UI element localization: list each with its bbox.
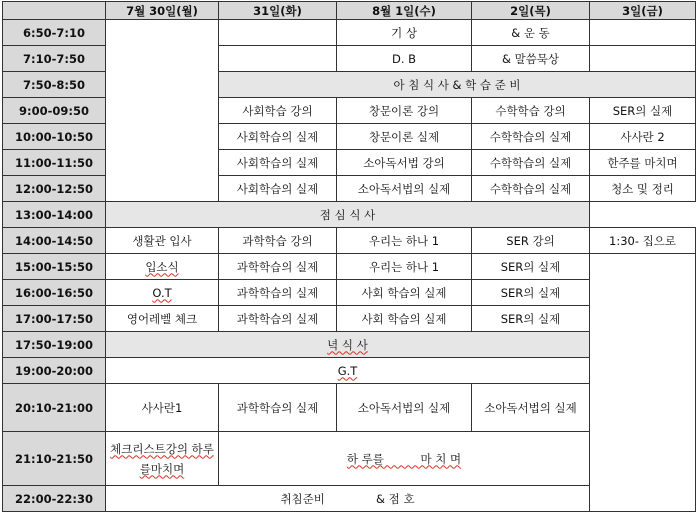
- time-cell: 21:10-21:50: [3, 432, 106, 486]
- time-cell: 16:00-16:50: [3, 280, 106, 306]
- dinner-banner: [106, 332, 590, 358]
- schedule-text: 입소식: [145, 259, 179, 274]
- schedule-cell: 수학학습 강의: [472, 98, 590, 124]
- schedule-cell: 과학학습 강의: [219, 228, 337, 254]
- schedule-cell: 수학학습의 실제: [472, 124, 590, 150]
- schedule-cell: 1:30- 집으로: [590, 228, 696, 254]
- schedule-cell: 사회 학습의 실제: [337, 280, 472, 306]
- schedule-cell: SER의 실제: [472, 254, 590, 280]
- time-cell: 17:00-17:50: [3, 306, 106, 332]
- schedule-cell: 과학학습의 실제: [219, 254, 337, 280]
- day-header-fri: 3일(금): [590, 2, 696, 20]
- day-header-mon: 7월 30일(월): [106, 2, 219, 20]
- schedule-cell: 사사란1: [106, 384, 219, 432]
- time-cell: 20:10-21:00: [3, 384, 106, 432]
- banner-text: 하 루를 마 치 며: [346, 451, 462, 466]
- schedule-cell: 소아독서법의 실제: [337, 176, 472, 202]
- time-cell: 11:00-11:50: [3, 150, 106, 176]
- empty-cell: [219, 46, 337, 72]
- table-row: [3, 254, 696, 280]
- schedule-cell: [106, 432, 219, 486]
- schedule-cell: 과학학습의 실제: [219, 384, 337, 432]
- gt-banner: [106, 358, 590, 384]
- time-cell: 22:00-22:30: [3, 486, 106, 512]
- time-cell: 9:00-09:50: [3, 98, 106, 124]
- schedule-cell: SER의 실제: [472, 306, 590, 332]
- schedule-cell: 한주를 마치며: [590, 150, 696, 176]
- schedule-cell: 영어레벨 체크: [106, 306, 219, 332]
- schedule-cell: 사회 학습의 실제: [337, 306, 472, 332]
- schedule-cell: 과학학습의 실제: [219, 280, 337, 306]
- table-row: [3, 202, 696, 228]
- banner-text: 녁 식 사: [327, 337, 368, 352]
- schedule-table: [2, 1, 696, 512]
- day-header-thu: 2일(목): [472, 2, 590, 20]
- schedule-cell: 청소 및 정리: [590, 176, 696, 202]
- header-row: [3, 2, 696, 20]
- schedule-cell: 소아독서법의 실제: [472, 384, 590, 432]
- empty-cell: [590, 254, 696, 512]
- time-cell: 6:50-7:10: [3, 20, 106, 46]
- schedule-cell: [106, 254, 219, 280]
- table-row: [3, 228, 696, 254]
- bedtime-banner: 취침준비 & 점 호: [106, 486, 590, 512]
- closing-banner: [219, 432, 590, 486]
- time-cell: 17:50-19:00: [3, 332, 106, 358]
- schedule-cell: 창문이론 실제: [337, 124, 472, 150]
- time-cell: 13:00-14:00: [3, 202, 106, 228]
- lunch-banner: 점 심 식 사: [106, 202, 590, 228]
- schedule-cell: 생활관 입사: [106, 228, 219, 254]
- time-cell: 15:00-15:50: [3, 254, 106, 280]
- schedule-text: O.T: [152, 285, 172, 300]
- day-header-tue: 31일(화): [219, 2, 337, 20]
- schedule-cell: 사회학습의 실제: [219, 176, 337, 202]
- schedule-cell: SER의 실제: [590, 98, 696, 124]
- schedule-cell: SER의 실제: [472, 280, 590, 306]
- schedule-cell: 기 상: [337, 20, 472, 46]
- time-cell: 10:00-10:50: [3, 124, 106, 150]
- time-cell: 7:10-7:50: [3, 46, 106, 72]
- schedule-cell: 수학학습의 실제: [472, 150, 590, 176]
- breakfast-banner: 아 침 식 사 & 학 습 준 비: [219, 72, 696, 98]
- day-header-wed: 8월 1일(수): [337, 2, 472, 20]
- schedule-cell: 수학학습의 실제: [472, 176, 590, 202]
- schedule-cell: 창문이론 강의: [337, 98, 472, 124]
- time-cell: 19:00-20:00: [3, 358, 106, 384]
- banner-text: G.T: [337, 363, 358, 378]
- empty-cell: [590, 46, 696, 72]
- empty-cell: [106, 20, 219, 202]
- schedule-cell: SER 강의: [472, 228, 590, 254]
- schedule-text: 체크리스트강의 하루를마치며: [110, 441, 214, 476]
- schedule-cell: 우리는 하나 1: [337, 228, 472, 254]
- empty-cell: [219, 20, 337, 46]
- schedule-cell: 사회학습의 실제: [219, 124, 337, 150]
- time-cell: 7:50-8:50: [3, 72, 106, 98]
- schedule-cell: & 말씀묵상: [472, 46, 590, 72]
- schedule-cell: 사회학습의 실제: [219, 150, 337, 176]
- schedule-cell: 사회학습 강의: [219, 98, 337, 124]
- schedule-cell: 과학학습의 실제: [219, 306, 337, 332]
- time-column-header: [3, 2, 106, 20]
- table-row: [3, 20, 696, 46]
- schedule-cell: 소아독서법의 실제: [337, 384, 472, 432]
- schedule-cell: & 운 동: [472, 20, 590, 46]
- schedule-cell: 사사란 2: [590, 124, 696, 150]
- time-cell: 14:00-14:50: [3, 228, 106, 254]
- schedule-cell: 우리는 하나 1: [337, 254, 472, 280]
- schedule-cell: [106, 280, 219, 306]
- schedule-cell: 소아독서법 강의: [337, 150, 472, 176]
- empty-cell: [590, 20, 696, 46]
- schedule-cell: D. B: [337, 46, 472, 72]
- time-cell: 12:00-12:50: [3, 176, 106, 202]
